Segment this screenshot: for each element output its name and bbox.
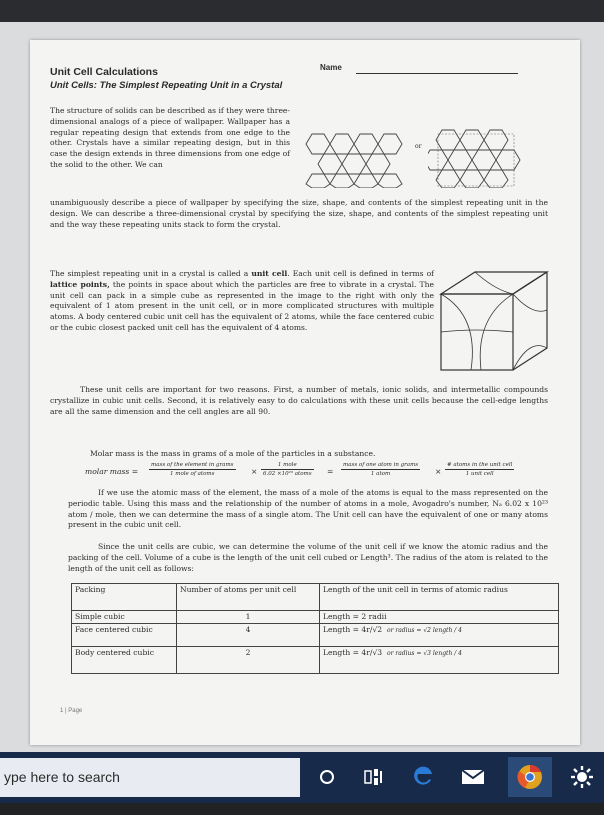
header-atoms: Number of atoms per unit cell bbox=[177, 584, 320, 611]
length-cell bbox=[320, 647, 559, 674]
chrome-icon[interactable] bbox=[508, 757, 552, 797]
fraction-element-mass bbox=[149, 461, 236, 478]
radius-formula: or radius = √2 length / 4 bbox=[386, 627, 462, 634]
intro-paragraph: The structure of solids can be described as if they were three-dimensional analogs of a piece of wallpaper. Wallpaper has a regular repeating design that extends from one edge to the other. Crystals have a similar repeating design, but in this case the design extends in three dimensions from one edge of the solid to the other. We can bbox=[50, 106, 290, 169]
length-formula: Length = 2 radii bbox=[323, 612, 387, 621]
monitor-top-bezel bbox=[0, 0, 604, 22]
monitor-bottom-bezel bbox=[0, 803, 604, 815]
name-label: Name bbox=[320, 63, 342, 72]
page-number: 1 | Page bbox=[60, 708, 83, 714]
fraction-numerator: # atoms in the unit cell bbox=[447, 462, 513, 468]
table-row bbox=[72, 624, 559, 647]
formula-label: molar mass = bbox=[85, 467, 139, 476]
cortana-icon[interactable] bbox=[310, 760, 344, 794]
header-packing: Packing bbox=[72, 584, 177, 611]
fraction-denominator: 6.02 ×10²³ atoms bbox=[263, 471, 312, 477]
task-view-icon[interactable] bbox=[357, 760, 391, 794]
atoms-cell: 1 bbox=[177, 611, 320, 624]
wallpaper-paragraph: unambiguously describe a piece of wallpaper by specifying the size, shape, and contents of the simplest repeating unit in the design. We can describe a three-dimensional crystal by specifying the size, shape, and contents of the simplest repeating unit and the way these repeating units stack to form the crystal. bbox=[50, 198, 548, 229]
fraction-numerator: mass of the element in grams bbox=[151, 462, 234, 468]
settings-icon[interactable] bbox=[565, 760, 599, 794]
lattice-points-term: lattice points, bbox=[50, 279, 110, 289]
length-cell bbox=[320, 611, 559, 624]
length-cell bbox=[320, 624, 559, 647]
fraction-atoms-per-cell bbox=[445, 461, 514, 478]
edge-icon[interactable] bbox=[406, 760, 440, 794]
atomic-mass-paragraph: If we use the atomic mass of the element, the mass of a mole of the atoms is equal to the mass represented on the periodic table. Using this mass and the relationship of the number of atoms in a mole, Avogadro's number, Nₐ 6.02 x 10²³ atom / mole, then we can determine the mass of a single atom. The Unit cell can have the equivalent of one or many atoms present in the cubic unit cell. bbox=[68, 488, 548, 530]
atoms-cell: 2 bbox=[177, 647, 320, 674]
page-subtitle: Unit Cells: The Simplest Repeating Unit in a Crystal bbox=[50, 80, 283, 91]
hexagon-wallpaper-image bbox=[304, 128, 404, 188]
fraction-denominator: 1 atom bbox=[370, 471, 391, 477]
table-row bbox=[72, 611, 559, 624]
simple-cubic-unit-cell-image bbox=[435, 266, 553, 376]
packing-table bbox=[71, 583, 559, 674]
packing-cell: Simple cubic bbox=[72, 611, 177, 624]
fraction-avogadro bbox=[261, 461, 314, 478]
unit-cell-text-c: the points in space about which the particles are free to vibrate in a crystal. The unit cell can pack in a simple cube as represented in the image to the right with only the equivalent of 1 atom present in the unit cell, or in more complicated structures with multiple atoms. A body centered cubic unit cell has the equivalent of 2 atoms, while the face centered cubic or the cubic closest packed unit cell has the equivalent of 4 atoms. bbox=[50, 279, 434, 332]
unit-cell-term: unit cell bbox=[251, 269, 288, 278]
importance-paragraph: These unit cells are important for two reasons. First, a number of metals, ionic solids, and intermetallic compounds crystallize in cubic unit cells. Second, it is relatively easy to do calculations with these unit cells because the cell-edge lengths are all the same dimension and the cell angles are all 90. bbox=[50, 385, 548, 416]
or-label: or bbox=[415, 143, 422, 150]
search-placeholder: ype here to search bbox=[4, 769, 120, 785]
fraction-numerator: 1 mole bbox=[261, 461, 314, 470]
equals-operator: = bbox=[327, 467, 334, 476]
table-row bbox=[72, 647, 559, 674]
unit-cell-text-b: . Each unit cell is defined in terms of bbox=[287, 269, 434, 278]
radius-formula: or radius = √3 length / 4 bbox=[386, 650, 462, 657]
name-line bbox=[356, 73, 518, 74]
page-title: Unit Cell Calculations bbox=[50, 66, 158, 78]
hexagon-wallpaper-alt-image bbox=[428, 128, 528, 188]
packing-cell: Face centered cubic bbox=[72, 624, 177, 647]
atoms-cell: 4 bbox=[177, 624, 320, 647]
fraction-atom-mass bbox=[341, 461, 420, 478]
fraction-denominator: 1 mole of atoms bbox=[170, 471, 215, 477]
molar-mass-formula bbox=[85, 461, 555, 485]
fraction-denominator: 1 unit cell bbox=[465, 471, 494, 477]
windows-taskbar bbox=[0, 752, 604, 803]
molar-mass-definition: Molar mass is the mass in grams of a mole of the particles in a substance. bbox=[90, 449, 376, 458]
length-formula: Length = 4r/√2 bbox=[323, 625, 383, 634]
packing-cell: Body centered cubic bbox=[72, 647, 177, 674]
fraction-numerator: mass of one atom in grams bbox=[343, 462, 419, 468]
times-operator-2: × bbox=[435, 467, 442, 476]
table-header-row bbox=[72, 584, 559, 611]
times-operator: × bbox=[251, 467, 258, 476]
unit-cell-text-a: The simplest repeating unit in a crystal is called a bbox=[50, 269, 252, 278]
header-length: Length of the unit cell in terms of atomic radius bbox=[320, 584, 559, 611]
unit-cell-paragraph bbox=[50, 269, 434, 334]
volume-paragraph: Since the unit cells are cubic, we can determine the volume of the unit cell if we know the atomic radius and the packing of the cell. Volume of a cube is the length of the unit cell cubed or Length³. The radius of the atom is related to the length of the unit cell as follows: bbox=[68, 542, 548, 573]
document-page bbox=[30, 40, 580, 745]
taskbar-search-box[interactable] bbox=[0, 758, 300, 797]
length-formula: Length = 4r/√3 bbox=[323, 648, 383, 657]
mail-icon[interactable] bbox=[456, 760, 490, 794]
